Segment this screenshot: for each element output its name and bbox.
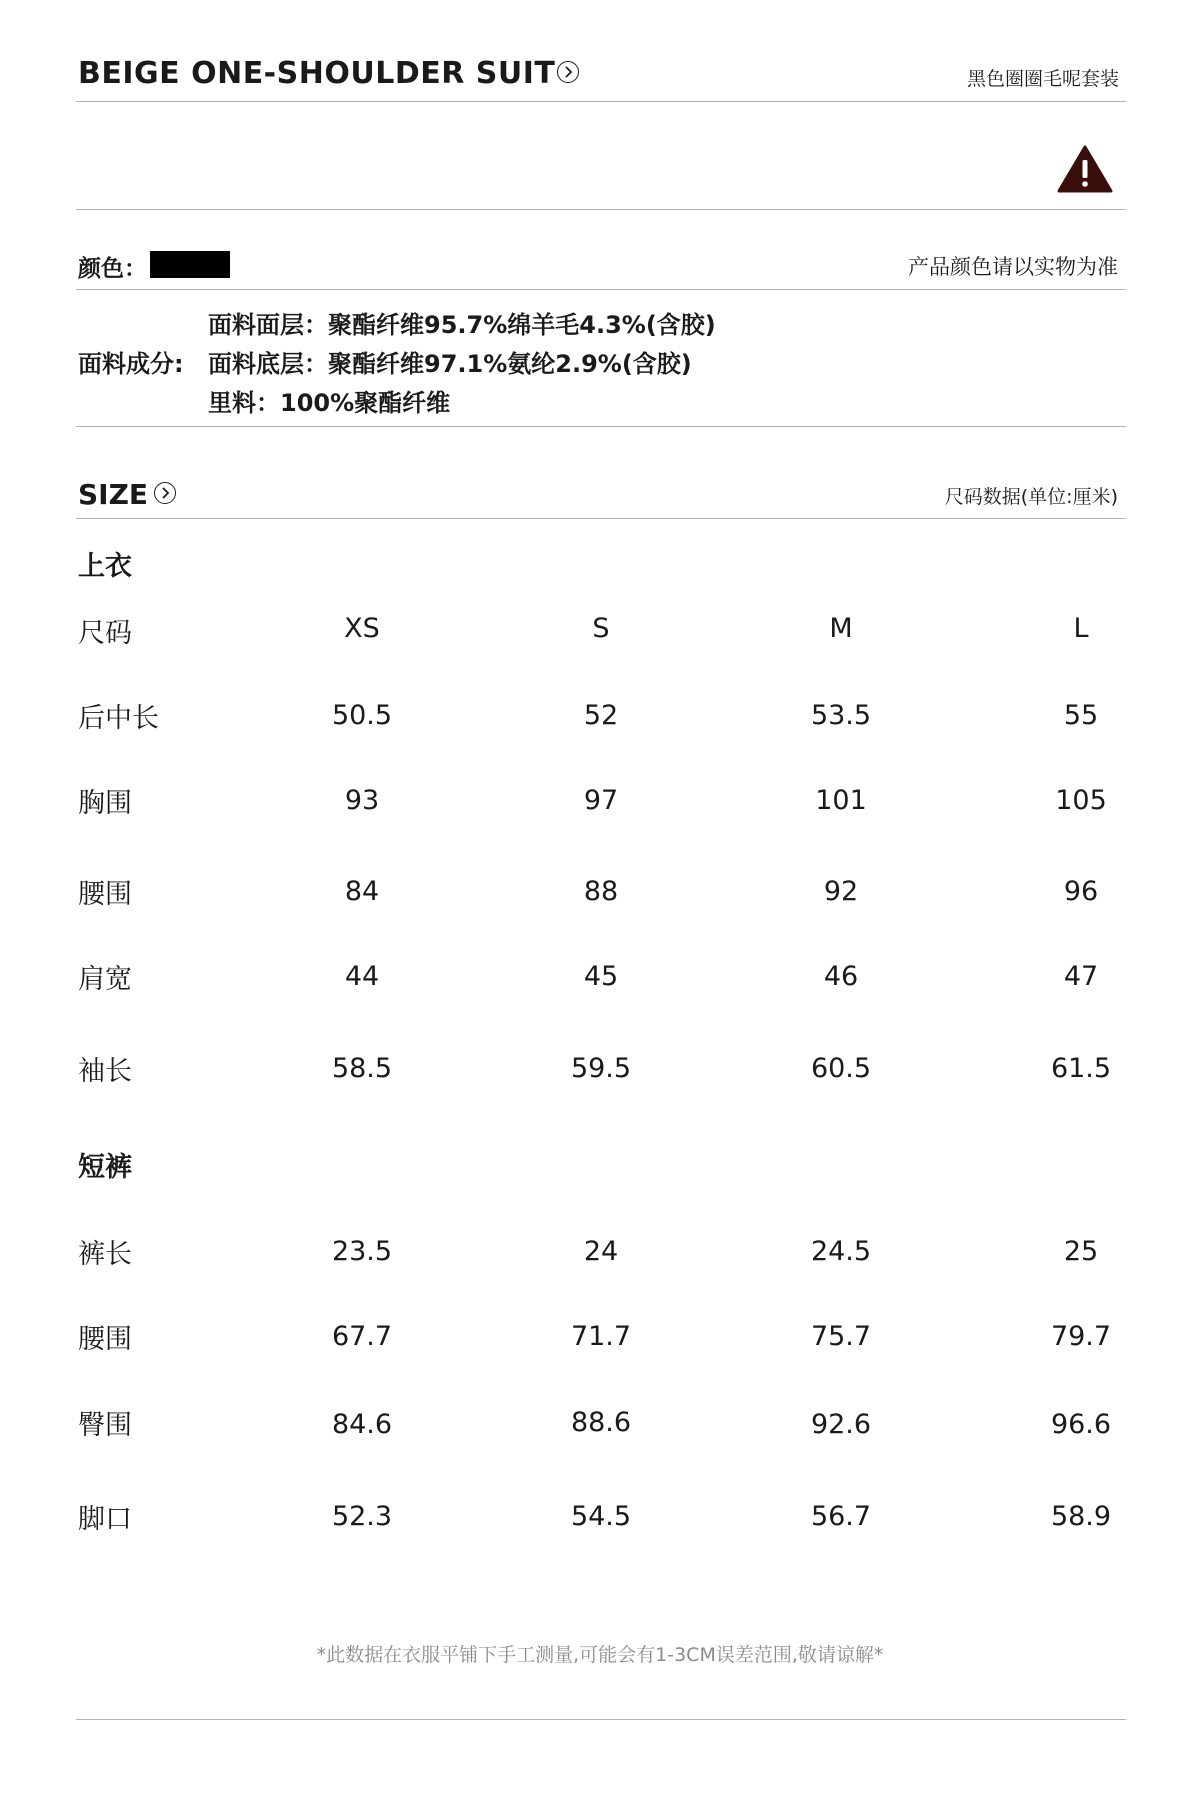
- table-cell: 101: [815, 785, 867, 816]
- section-title-shorts: 短裤: [78, 1152, 132, 1183]
- table-cell: 88.6: [570, 1407, 632, 1438]
- divider: [76, 518, 1126, 519]
- table-cell: 47: [1063, 961, 1099, 992]
- table-cell: 52.3: [331, 1501, 393, 1532]
- table-cell: 84.6: [331, 1409, 393, 1440]
- section-title-top: 上衣: [78, 551, 132, 582]
- chevron-right-circle-icon: [154, 482, 176, 504]
- color-swatch: [150, 251, 230, 278]
- table-cell: 96: [1063, 876, 1099, 907]
- row-label: 腰围: [78, 1324, 132, 1355]
- table-cell: 75.7: [810, 1321, 872, 1352]
- table-cell: 58.5: [331, 1053, 393, 1084]
- table-cell: 88: [583, 876, 619, 907]
- row-label: 胸围: [78, 788, 132, 819]
- divider: [76, 1719, 1126, 1720]
- table-cell: 23.5: [331, 1236, 393, 1267]
- size-m: M: [829, 613, 853, 644]
- table-cell: 60.5: [810, 1053, 872, 1084]
- table-cell: 59.5: [570, 1053, 632, 1084]
- table-cell: 92: [823, 876, 859, 907]
- table-cell: 105: [1055, 785, 1107, 816]
- table-cell: 56.7: [810, 1501, 872, 1532]
- chevron-right-circle-icon: [557, 61, 579, 83]
- fabric-label: 面料成分:: [78, 350, 184, 378]
- unit-note: 尺码数据(单位:厘米): [944, 486, 1118, 508]
- table-cell: 96.6: [1050, 1409, 1112, 1440]
- size-title-text: SIZE: [78, 478, 149, 511]
- divider: [76, 209, 1126, 210]
- table-cell: 58.9: [1050, 1501, 1112, 1532]
- table-cell: 71.7: [570, 1321, 632, 1352]
- color-note: 产品颜色请以实物为准: [908, 255, 1118, 279]
- table-cell: 67.7: [331, 1321, 393, 1352]
- table-cell: 46: [823, 961, 859, 992]
- color-label: 颜色：: [78, 256, 147, 282]
- fabric-line-lining: 里料：100%聚酯纤维: [208, 389, 451, 417]
- row-label: 后中长: [78, 703, 159, 734]
- table-cell: 97: [583, 785, 619, 816]
- table-cell: 24.5: [810, 1236, 872, 1267]
- table-cell: 53.5: [810, 700, 872, 731]
- table-cell: 25: [1063, 1236, 1099, 1267]
- divider: [76, 289, 1126, 290]
- divider: [76, 426, 1126, 427]
- size-s: S: [592, 613, 610, 644]
- table-cell: 54.5: [570, 1501, 632, 1532]
- table-cell: 79.7: [1050, 1321, 1112, 1352]
- fabric-line-outer: 面料面层：聚酯纤维95.7%绵羊毛4.3%(含胶): [208, 311, 716, 339]
- table-cell: 24: [583, 1236, 619, 1267]
- table-cell: 50.5: [331, 700, 393, 731]
- table-cell: 92.6: [810, 1409, 872, 1440]
- row-label: 臀围: [78, 1410, 132, 1441]
- fabric-line-base: 面料底层：聚酯纤维97.1%氨纶2.9%(含胶): [208, 350, 692, 378]
- table-cell: 52: [583, 700, 619, 731]
- size-header-label: 尺码: [78, 618, 132, 649]
- size-l: L: [1073, 613, 1089, 644]
- table-cell: 55: [1063, 700, 1099, 731]
- row-label: 脚口: [78, 1504, 132, 1535]
- measurement-footnote: *此数据在衣服平铺下手工测量,可能会有1-3CM误差范围,敬请谅解*: [316, 1644, 884, 1666]
- row-label: 腰围: [78, 879, 132, 910]
- row-label: 裤长: [78, 1239, 132, 1270]
- size-xs: XS: [344, 613, 380, 644]
- row-label: 肩宽: [78, 964, 132, 995]
- table-cell: 44: [344, 961, 380, 992]
- page-title: [78, 56, 579, 91]
- table-cell: 84: [344, 876, 380, 907]
- table-cell: 93: [344, 785, 380, 816]
- row-label: 袖长: [78, 1056, 132, 1087]
- table-cell: 61.5: [1050, 1053, 1112, 1084]
- size-section-title: [78, 478, 176, 511]
- product-subtitle: 黑色圈圈毛呢套装: [966, 68, 1119, 90]
- product-name: BEIGE ONE-SHOULDER SUIT: [78, 56, 556, 91]
- divider: [76, 101, 1126, 102]
- warning-triangle-icon: [1057, 144, 1113, 194]
- table-cell: 45: [583, 961, 619, 992]
